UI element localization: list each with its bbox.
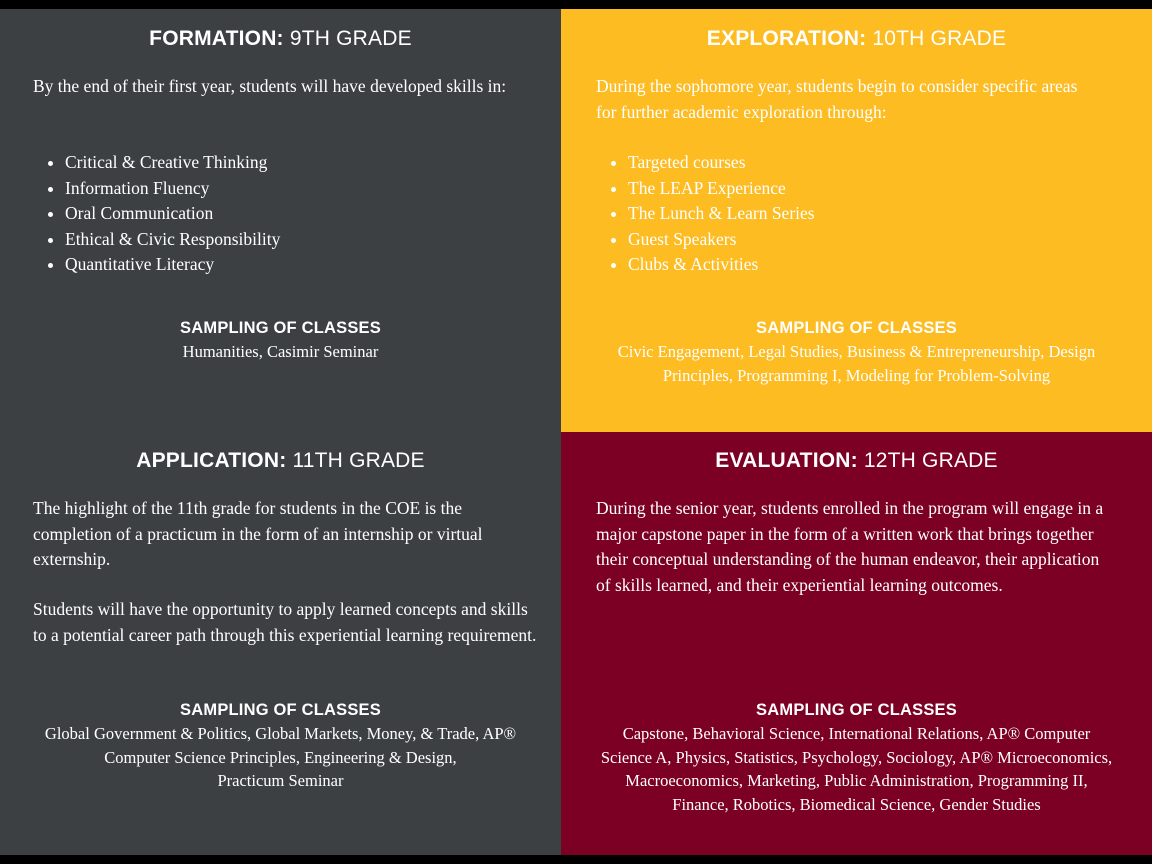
application-sampling-heading: SAMPLING OF CLASSES xyxy=(180,701,381,719)
formation-sampling-heading: SAMPLING OF CLASSES xyxy=(180,319,381,337)
list-item: • Critical & Creative Thinking xyxy=(65,150,280,176)
evaluation-sampling-classes xyxy=(577,722,1137,816)
application-sampling-classes xyxy=(21,722,541,793)
list-item: • Guest Speakers xyxy=(628,227,815,253)
evaluation-panel xyxy=(561,432,1152,855)
evaluation-sampling-heading: SAMPLING OF CLASSES xyxy=(756,701,957,719)
exploration-panel xyxy=(561,9,1152,432)
list-item: • Oral Communication xyxy=(65,201,280,227)
exploration-sampling xyxy=(561,318,1152,387)
application-title xyxy=(0,449,561,473)
formation-skill-list xyxy=(33,150,280,278)
exploration-title-strong: EXPLORATION: xyxy=(706,27,867,50)
formation-title-grade: 9TH GRADE xyxy=(289,27,412,50)
exploration-intro: During the sophomore year, students begin to consider specific areas for further academic exploration through: xyxy=(596,76,1078,122)
exploration-title-grade: 10TH GRADE xyxy=(872,27,1007,50)
application-paragraph-1: The highlight of the 11th grade for students in the COE is the completion of a practicum in the form of an internship or virtual externship. xyxy=(33,498,483,569)
formation-intro: By the end of their first year, students will have developed skills in: xyxy=(33,76,507,96)
formation-sampling-classes: Humanities, Casimir Seminar xyxy=(182,342,379,361)
list-item: • Clubs & Activities xyxy=(628,252,815,278)
application-sampling xyxy=(0,700,561,793)
evaluation-title xyxy=(561,449,1152,473)
list-item: • The LEAP Experience xyxy=(628,176,815,202)
sampling-line: Science A, Physics, Statistics, Psychology, Sociology, AP® Microeconomics, xyxy=(600,747,1113,767)
list-item: • Ethical & Civic Responsibility xyxy=(65,227,280,253)
list-item: • The Lunch & Learn Series xyxy=(628,201,815,227)
application-title-strong: APPLICATION: xyxy=(136,449,287,472)
sampling-line: Capstone, Behavioral Science, International Relations, AP® Computer xyxy=(622,724,1091,743)
exploration-sampling-classes: Civic Engagement, Legal Studies, Business & Entrepreneurship, Design Principles, Programming I, Modeling for Problem-Solving xyxy=(617,342,1096,385)
exploration-title xyxy=(561,27,1152,51)
formation-panel xyxy=(0,9,561,432)
evaluation-title-grade: 12TH GRADE xyxy=(863,449,998,472)
formation-title xyxy=(0,27,561,51)
evaluation-paragraph-1: During the senior year, students enrolled in the program will engage in a major capstone paper in the form of a written work that brings together their conceptual understanding of the human endeavor, their application of skills learned, and their experiential learning outcomes. xyxy=(596,498,1104,595)
list-item: • Targeted courses xyxy=(628,150,815,176)
sampling-line: Finance, Robotics, Biomedical Science, Gender Studies xyxy=(672,794,1041,814)
exploration-sampling-heading: SAMPLING OF CLASSES xyxy=(756,319,957,337)
sampling-line: Practicum Seminar xyxy=(217,771,344,790)
application-title-grade: 11TH GRADE xyxy=(292,449,425,472)
evaluation-title-strong: EVALUATION: xyxy=(715,449,858,472)
formation-title-strong: FORMATION: xyxy=(149,27,284,50)
list-item: • Quantitative Literacy xyxy=(65,252,280,278)
application-paragraph-2: Students will have the opportunity to apply learned concepts and skills to a potential career path through this experiential learning requirement. xyxy=(33,599,537,645)
sampling-line: Macroeconomics, Marketing, Public Administration, Programming II, xyxy=(625,771,1088,790)
formation-sampling xyxy=(0,318,561,364)
application-panel xyxy=(0,432,561,855)
list-item: • Information Fluency xyxy=(65,176,280,202)
sampling-line: Global Government & Politics, Global Markets, Money, & Trade, AP® xyxy=(44,724,517,743)
evaluation-sampling xyxy=(561,700,1152,816)
sampling-line: Computer Science Principles, Engineering & Design, xyxy=(104,747,457,767)
exploration-activity-list xyxy=(596,150,815,278)
